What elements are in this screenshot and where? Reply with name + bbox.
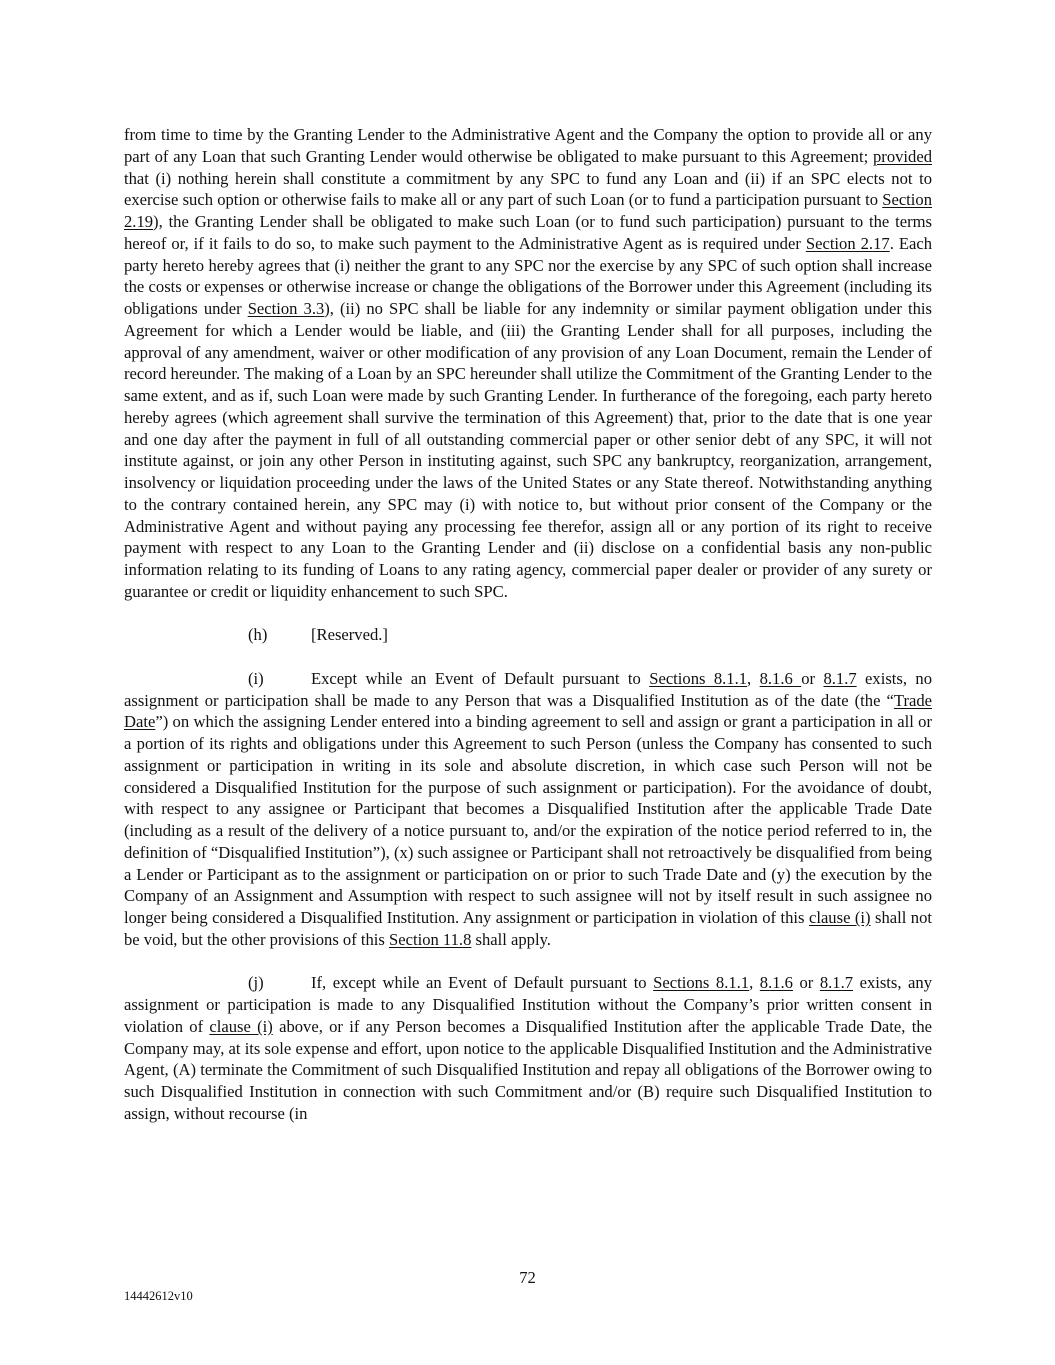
text-run: above, or if any Person becomes a Disqualified Institution after the applicable Trade Date, the Company may, at its sole expense and effort, upon notice to the applicable Disqualified Institution and the Administrative Agent, (A) terminate the Commitment of such Disqualified Institution and repay all obligations of the Borrower owing to such Disqualified Institution in connection with such Commitment and/or (B) require such Disqualified Institution to assign, without recourse (in bbox=[124, 1016, 932, 1123]
document-id: 14442612v10 bbox=[124, 1289, 193, 1303]
clause-reference[interactable]: clause (i) bbox=[808, 908, 871, 927]
text-run: , bbox=[747, 668, 760, 688]
text-run: exists, no assignment or participation shall be made to any Person that was a Disqualified Institution as of the date (the “ bbox=[124, 668, 932, 710]
section-reference[interactable]: 8.1.7 bbox=[819, 973, 854, 993]
paragraph-g-continuation bbox=[124, 124, 932, 603]
text-run: shall not be void, but the other provisions of this bbox=[124, 908, 932, 949]
section-reference[interactable]: Section 2.19 bbox=[124, 190, 932, 231]
section-reference[interactable]: Sections 8.1.1 bbox=[653, 973, 750, 993]
text-run: or bbox=[792, 973, 820, 993]
text-run: that (i) nothing herein shall constitute a commitment by any SPC to fund any Loan and (ii) if an SPC elects not to exercise such option or otherwise fails to make all or any part of such Loan (or to fund a participation pursuant to bbox=[124, 168, 932, 210]
defined-term-provided: provided bbox=[873, 146, 932, 166]
text-run: ), (ii) no SPC shall be liable for any indemnity or similar payment obligation under this Agreement for which a Lender would be liable, and (iii) the Granting Lender shall for all purposes, including the approval of any amendment, waiver or other modification of any provision of any Loan Document, remain the Lender of record hereunder. The making of a Loan by an SPC hereunder shall utilize the Commitment of the Granting Lender to the same extent, and as if, such Loan were made by such Granting Lender. In furtherance of the foregoing, each party hereto hereby agrees (which agreement shall survive the termination of this Agreement) that, prior to the date that is one year and one day after the payment in full of all outstanding commercial paper or other senior debt of any SPC, it will not institute against, or join any other Person in instituting against, such SPC any bankruptcy, reorganization, arrangement, insolvency or liquidation proceeding under the laws of the United States or any State thereof. Notwithstanding anything to the contrary contained herein, any SPC may (i) with notice to, but without prior consent of the Company or the Administrative Agent and without paying any processing fee therefor, assign all or any portion of its right to receive payment with respect to any Loan to the Granting Lender and (ii) disclose on a confidential basis any non-public information relating to its funding of Loans to any rating agency, commercial paper dealer or provider of any surety or guarantee or credit or liquidity enhancement to such SPC. bbox=[124, 299, 932, 601]
text-run: , bbox=[749, 973, 760, 993]
defined-term-trade-date: Trade Date bbox=[124, 690, 932, 732]
section-reference[interactable]: 8.1.7 bbox=[823, 668, 857, 688]
text-run: ”) on which the assigning Lender entered into a binding agreement to sell and assign or grant a participation in all or a portion of its rights and obligations under this Agreement to such Person (unless the Company has consented to such assignment or participation in writing in its sole and absolute discretion, in which case such Person will not be considered a Disqualified Institution for the purpose of such assignment or participation). For the avoidance of doubt, with respect to any assignee or Participant that becomes a Disqualified Institution after the applicable Trade Date (including as a result of the delivery of a notice pursuant to, and/or the expiration of the notice period referred to in, the definition of “Disqualified Institution”), (x) such assignee or Participant shall not retroactively be disqualified from being a Lender or Participant as to the assignment or participation on or prior to such Trade Date and (y) the execution by the Company of an Assignment and Assumption with respect to such assignee will not by itself result in such assignee no longer being considered a Disqualified Institution. Any assignment or participation in violation of this bbox=[124, 712, 932, 927]
section-reference[interactable]: Section 11.8 bbox=[389, 929, 472, 949]
text-run: or bbox=[801, 668, 824, 688]
clause-reference[interactable]: clause (i) bbox=[209, 1016, 273, 1036]
paragraph-marker: (j) bbox=[248, 973, 264, 993]
page-number: 72 bbox=[519, 1268, 536, 1287]
text-run: ), the Granting Lender shall be obligated to make such Loan (or to fund such participation) pursuant to the terms hereof or, if it fails to do so, to make such payment to the Administrative Agent as is required under bbox=[124, 212, 932, 253]
text-run: [Reserved.] bbox=[311, 625, 388, 645]
document-body bbox=[124, 124, 932, 1125]
paragraph-marker: (h) bbox=[248, 625, 268, 645]
section-reference[interactable]: Sections 8.1.1 bbox=[649, 668, 748, 688]
paragraph-i bbox=[124, 668, 932, 951]
paragraph-j bbox=[124, 972, 932, 1124]
text-run: . Each party hereto hereby agrees that (i) neither the grant to any SPC nor the exercise by any SPC of such option shall increase the costs or expenses or otherwise increase or change the obligations of the Borrower under this Agreement (including its obligations under bbox=[124, 233, 933, 318]
text-run: exists, any assignment or participation is made to any Disqualified Institution without the Company’s prior written consent in violation of bbox=[124, 973, 933, 1036]
text-run: from time to time by the Granting Lender to the Administrative Agent and the Company the option to provide all or any part of any Loan that such Granting Lender would otherwise be obligated to make pursuant to this Agreement; bbox=[124, 125, 932, 166]
section-reference[interactable]: Section 3.3 bbox=[247, 299, 325, 318]
section-reference[interactable]: 8.1.6 bbox=[759, 973, 793, 993]
text-run: shall apply. bbox=[471, 929, 551, 949]
section-reference[interactable]: Section 2.17 bbox=[805, 233, 890, 253]
text-run: If, except while an Event of Default pursuant to bbox=[311, 973, 654, 993]
text-run: Except while an Event of Default pursuant to bbox=[311, 668, 650, 688]
paragraph-marker: (i) bbox=[248, 668, 264, 688]
paragraph-h bbox=[124, 624, 932, 646]
section-reference[interactable]: 8.1.6 bbox=[759, 668, 802, 688]
